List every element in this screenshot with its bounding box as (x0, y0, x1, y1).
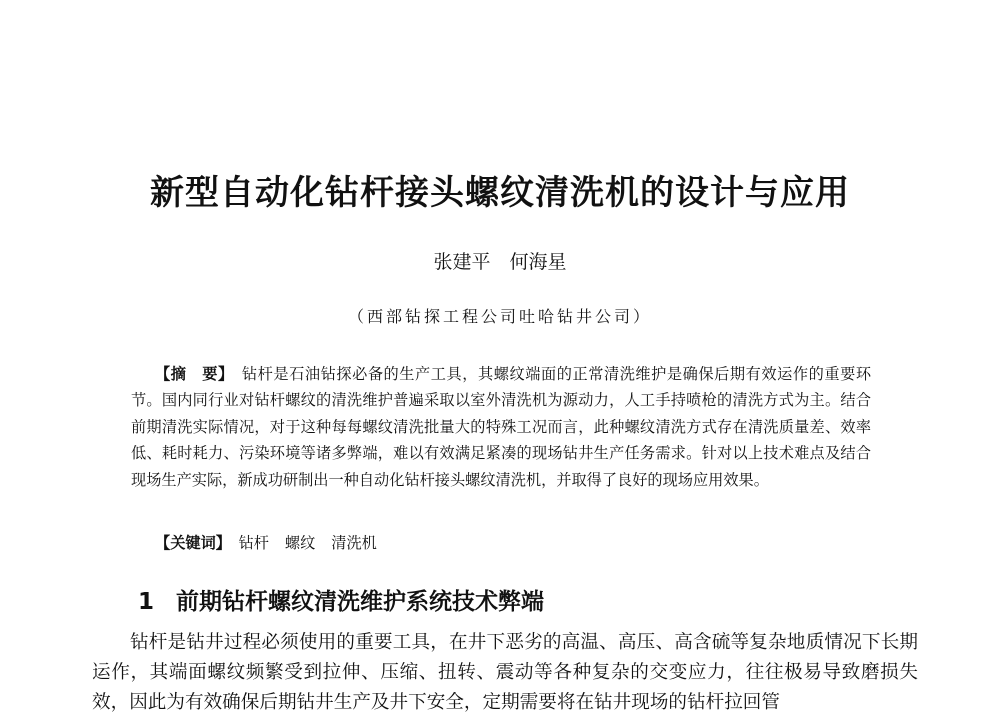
keyword: 清洗机 (331, 534, 377, 552)
section-paragraph: 钻杆是钻井过程必须使用的重要工具，在井下恶劣的高温、高压、高含硫等复杂地质情况下长期运作，其端面螺纹频繁受到拉伸、压缩、扭转、震动等各种复杂的交变应力，往往极易导致磨损失效，因此为有效确保后期钻井生产及井下安全，定期需要将在钻井现场的钻杆拉回管 (92, 632, 918, 713)
paper-title: 新型自动化钻杆接头螺纹清洗机的设计与应用 (150, 173, 850, 213)
abstract-text: 钻杆是石油钻探必备的生产工具，其螺纹端面的正常清洗维护是确保后期有效运作的重要环节。国内同行业对钻杆螺纹的清洗维护普遍采取以室外清洗机为源动力，人工手持喷枪的清洗方式为主。结合前期清洗实际情况，对于这种每每螺纹清洗批量大的特殊工况而言，此种螺纹清洗方式存在清洗质量差、效率低、耗时耗力、污染环境等诸多弊端，难以有效满足紧凑的现场钻井生产任务需求。针对以上技术难点及结合现场生产实际，新成功研制出一种自动化钻杆接头螺纹清洗机，并取得了良好的现场应用效果。 (131, 365, 872, 489)
keyword: 钻杆 (238, 534, 269, 552)
section-number: 1 (138, 589, 155, 615)
keyword: 螺纹 (284, 534, 316, 552)
abstract-label: 【摘 要】 (155, 365, 227, 383)
section-heading (138, 583, 544, 616)
authors: 张建平 何海星 (433, 251, 567, 273)
section-title: 前期钻杆螺纹清洗维护系统技术弊端 (176, 589, 544, 615)
affiliation: （西部钻探工程公司吐哈钻井公司） (347, 307, 652, 326)
abstract (131, 361, 871, 493)
keywords-label: 【关键词】 (155, 534, 224, 552)
keywords (155, 532, 393, 553)
